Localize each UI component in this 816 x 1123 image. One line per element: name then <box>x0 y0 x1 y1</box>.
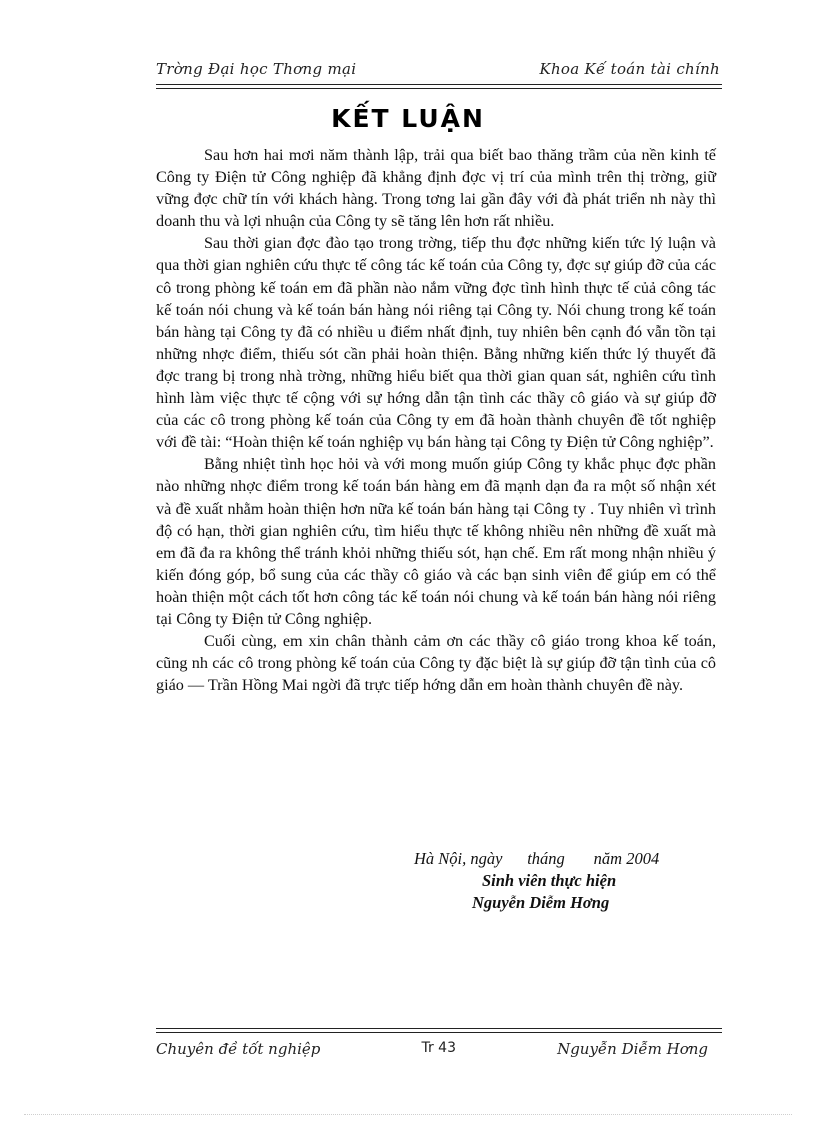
paragraph-2: Sau thời gian đợc đào tạo trong trờng, tiếp thu đợc những kiến tức lý luận và qua thời gian nghiên cứu thực tế công tác kế toán của Công ty, đợc sự giúp đỡ của các cô trong phòng kế toán em đã phần nào nắm vững đợc tình hình thực tế củả công tác kế toán nói chung và kế toán bán hàng nói riêng tại Công ty. Nói chung trong kế toán bán hàng tại Công ty đã có nhiều u điểm nhất định, tuy nhiên bên cạnh đó vẫn tồn tại những nhợc điểm, thiếu sót cần phải hoàn thiện. Bằng những kiến thức lý thuyết đã đợc trang bị trong nhà trờng, những hiểu biết qua thời gian quan sát, nghiên cứu tình hình làm việc thực tế cộng với sự hớng dẫn tận tình các thầy cô giáo và sự giúp đỡ của các cô trong phòng kế toán của Công ty em đã hoàn thành chuyên đề tốt nghiệp với đề tài: “Hoàn thiện kế toán nghiệp vụ bán hàng tại Công ty Điện tử Công nghiệp”. <box>156 234 716 452</box>
header-faculty: Khoa Kế toán tài chính <box>539 60 720 78</box>
page-number: Tr 43 <box>421 1040 456 1056</box>
header-rule <box>156 84 722 85</box>
header-rule-secondary <box>156 88 722 89</box>
footer-rule-secondary <box>156 1032 722 1033</box>
conclusion-body <box>156 144 716 696</box>
paragraph-1: Sau hơn hai mơi năm thành lập, trải qua biết bao thăng trầm của nền kinh tế Công ty Điện tử Công nghiệp đã khẳng định đợc vị trí của mình trên thị trờng, giữ vững đợc chữ tín với khách hàng. Trong tơng lai gần đây với đà phát triển nh này thì doanh thu và lợi nhuận của Công ty sẽ tăng lên hơn rất nhiều. <box>156 146 716 231</box>
footer-rule <box>156 1028 722 1029</box>
footer-author: Nguyễn Diễm Hơng <box>557 1040 708 1058</box>
signature-block <box>156 848 716 914</box>
paragraph-4: Cuối cùng, em xin chân thành cảm ơn các thầy cô giáo trong khoa kế toán, cũng nh các cô trong phòng kế toán của Công ty đặc biệt là sự giúp đỡ tận tình của cô giáo — Trần Hồng Mai ngời đã trực tiếp hớng dẫn em hoàn thành chuyên đề này. <box>156 632 716 695</box>
signature-role: Sinh viên thực hiện <box>482 871 617 890</box>
page-boundary <box>24 1114 792 1115</box>
signature-date: Hà Nội, ngày tháng năm 2004 <box>414 849 660 868</box>
page-footer <box>156 1040 708 1058</box>
paragraph-3: Bằng nhiệt tình học hỏi và với mong muốn giúp Công ty khắc phục đợc phần nào những nhợc điểm trong kế toán bán hàng em đã mạnh dạn đa ra một số nhận xét và đề xuất nhằm hoàn thiện hơn nữa kế toán bán hàng tại Công ty . Tuy nhiên vì trình độ có hạn, thời gian nghiên cứu, tìm hiểu thực tế không nhiều nên những đề xuất mà em đã đa ra không thể tránh khỏi những thiếu sót, hạn chế. Em rất mong nhận nhiều ý kiến đóng góp, bổ sung của các thầy cô giáo và các bạn sinh viên để giúp em có thể hoàn thiện một cách tốt hơn công tác kế toán nói chung và kế toán bán hàng nói riêng tại Công ty Điện tử Công nghiệp. <box>156 455 716 628</box>
signature-name: Nguyễn Diễm Hơng <box>472 893 610 912</box>
page-header <box>156 60 720 78</box>
header-school: Trờng Đại học Thơng mại <box>156 60 357 78</box>
footer-thesis: Chuyên đề tốt nghiệp <box>156 1040 321 1058</box>
page-title: KẾT LUẬN <box>331 104 485 133</box>
